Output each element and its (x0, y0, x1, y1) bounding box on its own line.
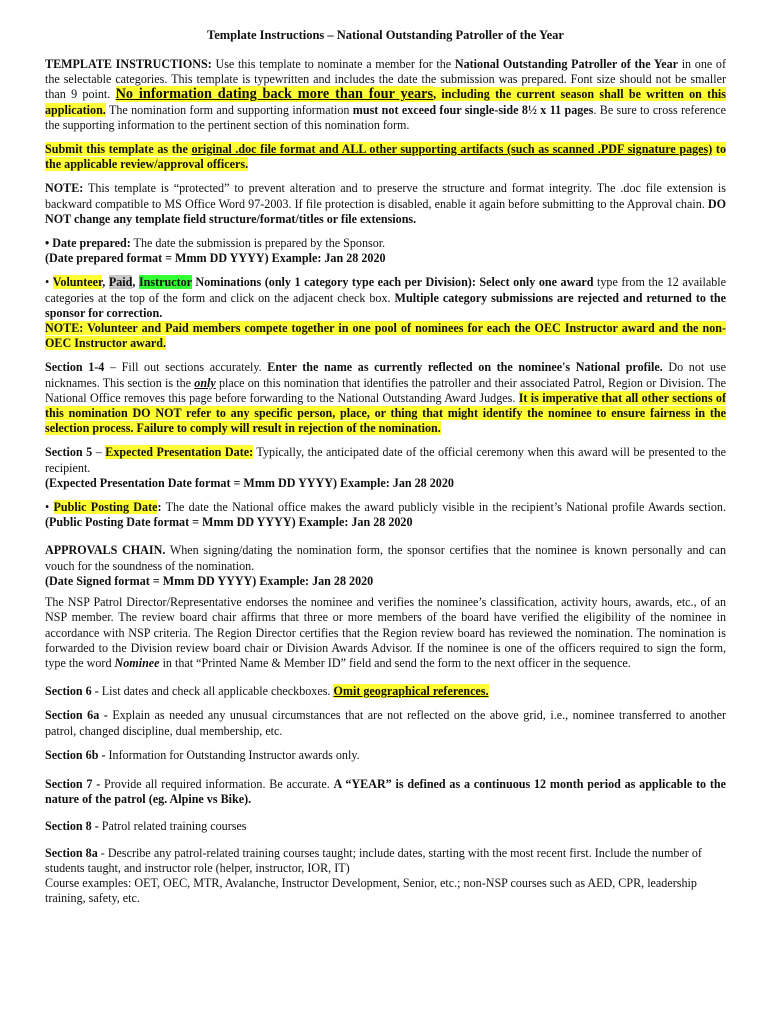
note-label: NOTE: (45, 181, 84, 196)
approvals-chain-paragraph: APPROVALS CHAIN. When signing/dating the nomination form, the sponsor certifies that the nominee is known personally and can vouch for the soundness of the nomination. (Date Signed format = Mmm DD YYYY) Example: Jan 28 2020 (45, 543, 726, 588)
year-definition: A “YEAR” is defined as a continuous 12 month period as applicable to the nature of the patrol (eg. Alpine vs Bike). (45, 776, 726, 807)
section-8-label: Section 8 - (45, 819, 99, 834)
section-8-paragraph: Section 8 - Patrol related training courses (45, 819, 247, 834)
only-emphasis: only (194, 375, 216, 390)
template-instructions-paragraph: TEMPLATE INSTRUCTIONS: Use this template to nominate a member for the National Outstanding Patroller of the Year in one of the selectable categories. This template is typewritten and includes the date the submission was prepared. Font size should not be smaller than 9 point. No information dating back more than four years, including the current season shall be written on this application. The nomination form and supporting information must not exceed four single-side 8½ x 11 pages. Be sure to cross reference the supporting information to the pertinent section of this nomination form. (45, 57, 727, 132)
approvals-chain-label: APPROVALS CHAIN. (45, 543, 166, 558)
section-5-paragraph: Section 5 – Expected Presentation Date: Typically, the anticipated date of the official ceremony when this award will be presented to the recipient. (Expected Presentation Date format = Mmm DD YYYY) Example: Jan 28 2020 (45, 445, 726, 490)
patrol-director-paragraph: The NSP Patrol Director/Representative endorses the nominee and verifies the nominee’s classification, activity hours, awards, etc., of an NSP member. The review board chair affirms that three or more members of the board have verified the eligibility of the nominee in accordance with NSP criteria. The Region Director certifies that the Region review board has reviewed the nomination. The nomination is forwarded to the Division review board chair or Division Awards Advisor. If the nominee is one of the officers required to sign the form, type the word Nominee in that “Printed Name & Member ID” field and send the form to the next officer in the sequence. (45, 595, 726, 670)
page-limit-text: must not exceed four single-side 8½ x 11 pages (352, 102, 594, 117)
multiple-category-warning: Multiple category submissions are rejected and returned to the sponsor for correction. (45, 290, 727, 320)
date-prepared-paragraph: • Date prepared: The date the submission is prepared by the Sponsor. (Date prepared format = Mmm DD YYYY) Example: Jan 28 2020 (45, 236, 386, 266)
section-5-label: Section 5 (45, 445, 93, 460)
nominations-category-paragraph: • Volunteer, Paid, Instructor Nominations (only 1 category type each per Division): Select only one award type from the 12 available categories at the top of the form and click on the adjacent check box. Multiple category submissions are rejected and returned to the sponsor for correction. NOTE: Volunteer and Paid members compete together in one pool of nominees for each the OEC Instructor award and the non-OEC Instructor award. (45, 275, 727, 351)
date-prepared-label: • Date prepared: (45, 236, 131, 251)
protection-note-paragraph: NOTE: This template is “protected” to prevent alteration and to preserve the structure and format integrity. The .doc file extension is backward compatible to MS Office Word 97-2003. If file protection is disabled, enable it again before submitting to the Approval chain. DO NOT change any template field structure/format/titles or file extensions. (45, 181, 726, 226)
original-doc-format-text: original .doc file format and ALL other supporting artifacts (such as scanned .PDF signature pages) (191, 142, 713, 157)
page-title: Template Instructions – National Outstanding Patroller of the Year (207, 28, 564, 42)
section-6-paragraph: Section 6 - List dates and check all applicable checkboxes. Omit geographical references. (45, 684, 489, 699)
volunteer-paid-note: NOTE: Volunteer and Paid members compete together in one pool of nominees for each the OEC Instructor award and the non-OEC Instructor award. (45, 321, 726, 351)
submit-template-paragraph (45, 142, 726, 172)
current-season-highlight: , including the current season shall be written on this application. (45, 87, 726, 117)
nominee-keyword: Nominee (114, 655, 160, 670)
public-posting-date-format: (Public Posting Date format = Mmm DD YYYY) Example: Jan 28 2020 (45, 515, 413, 530)
expected-presentation-date-format: (Expected Presentation Date format = Mmm DD YYYY) Example: Jan 28 2020 (45, 475, 454, 490)
section-6a-paragraph: Section 6a - Explain as needed any unusual circumstances that are not reflected on the above grid, i.e., nominee transferred to another patrol, changed discipline, dual membership, etc. (45, 708, 726, 738)
paid-label: Paid (108, 275, 133, 290)
volunteer-label: Volunteer (52, 275, 103, 290)
expected-presentation-date-label: Expected Presentation Date: (105, 445, 254, 460)
instructor-label: Instructor (138, 275, 192, 290)
date-prepared-format: (Date prepared format = Mmm DD YYYY) Example: Jan 28 2020 (45, 251, 386, 266)
four-years-highlight: No information dating back more than four years (115, 86, 434, 103)
section-8a-paragraph: Section 8a - Describe any patrol-related training courses taught; include dates, starting with the most recent first. Include the number of students taught, and instructor role (helper, instructor, IOR, IT) Course examples: OET, OEC, MTR, Avalanche, Instructor Development, Senior, etc.; non-NSP courses such as AED, CPR, leadership training, safety, etc. (45, 845, 702, 906)
submit-highlight-lead: Submit this template as the (45, 142, 192, 157)
section-7-paragraph: Section 7 - Provide all required information. Be accurate. A “YEAR” is defined as a continuous 12 month period as applicable to the nature of the patrol (eg. Alpine vs Bike). (45, 776, 726, 807)
section-6a-label: Section 6a - (45, 708, 108, 723)
section-8a-label: Section 8a (45, 845, 98, 860)
imperative-highlight: It is imperative that all other sections of this nomination DO NOT refer to any specific person, place, or thing that might identify the nominee to ensure fairness in the selection process. Failure to comply will result in rejection of the nomination. (45, 390, 726, 436)
section-7-label: Section 7 - (45, 776, 101, 791)
submit-highlight-tail: to the applicable review/approval officers. (45, 142, 726, 172)
public-posting-date-label: Public Posting Date (53, 500, 158, 515)
course-examples: Course examples: OET, OEC, MTR, Avalanche, Instructor Development, Senior, etc.; non-NSP courses such as AED, CPR, leadership training, safety, etc. (45, 875, 697, 906)
do-not-change-text: DO NOT change any template field structure/format/titles or file extensions. (45, 196, 726, 226)
section-6b-label: Section 6b - (45, 747, 106, 762)
section-1-4-label: Section 1-4 (45, 360, 105, 375)
public-posting-paragraph: • Public Posting Date: The date the National office makes the award publicly visible in the recipient’s National profile Awards section. (Public Posting Date format = Mmm DD YYYY) Example: Jan 28 2020 (45, 500, 726, 530)
section-6b-paragraph: Section 6b - Information for Outstanding Instructor awards only. (45, 747, 360, 762)
date-signed-format: (Date Signed format = Mmm DD YYYY) Example: Jan 28 2020 (45, 573, 374, 588)
section-6-label: Section 6 - (45, 684, 99, 699)
template-instructions-heading: TEMPLATE INSTRUCTIONS: (45, 57, 212, 71)
section-1-4-paragraph: Section 1-4 – Fill out sections accurately. Enter the name as currently reflected on the nominee's National profile. Do not use nicknames. This section is the only place on this nomination that identifies the patroller and their associated Patrol, Region or Division. The National Office removes this page before forwarding to the National Outstanding Award Judges. It is imperative that all other sections of this nomination DO NOT refer to any specific person, place, or thing that might identify the nominee to ensure fairness in the selection process. Failure to comply will result in rejection of the nomination. (45, 360, 726, 436)
award-name: National Outstanding Patroller of the Year (454, 57, 678, 71)
omit-geographical-highlight: Omit geographical references. (333, 684, 489, 699)
